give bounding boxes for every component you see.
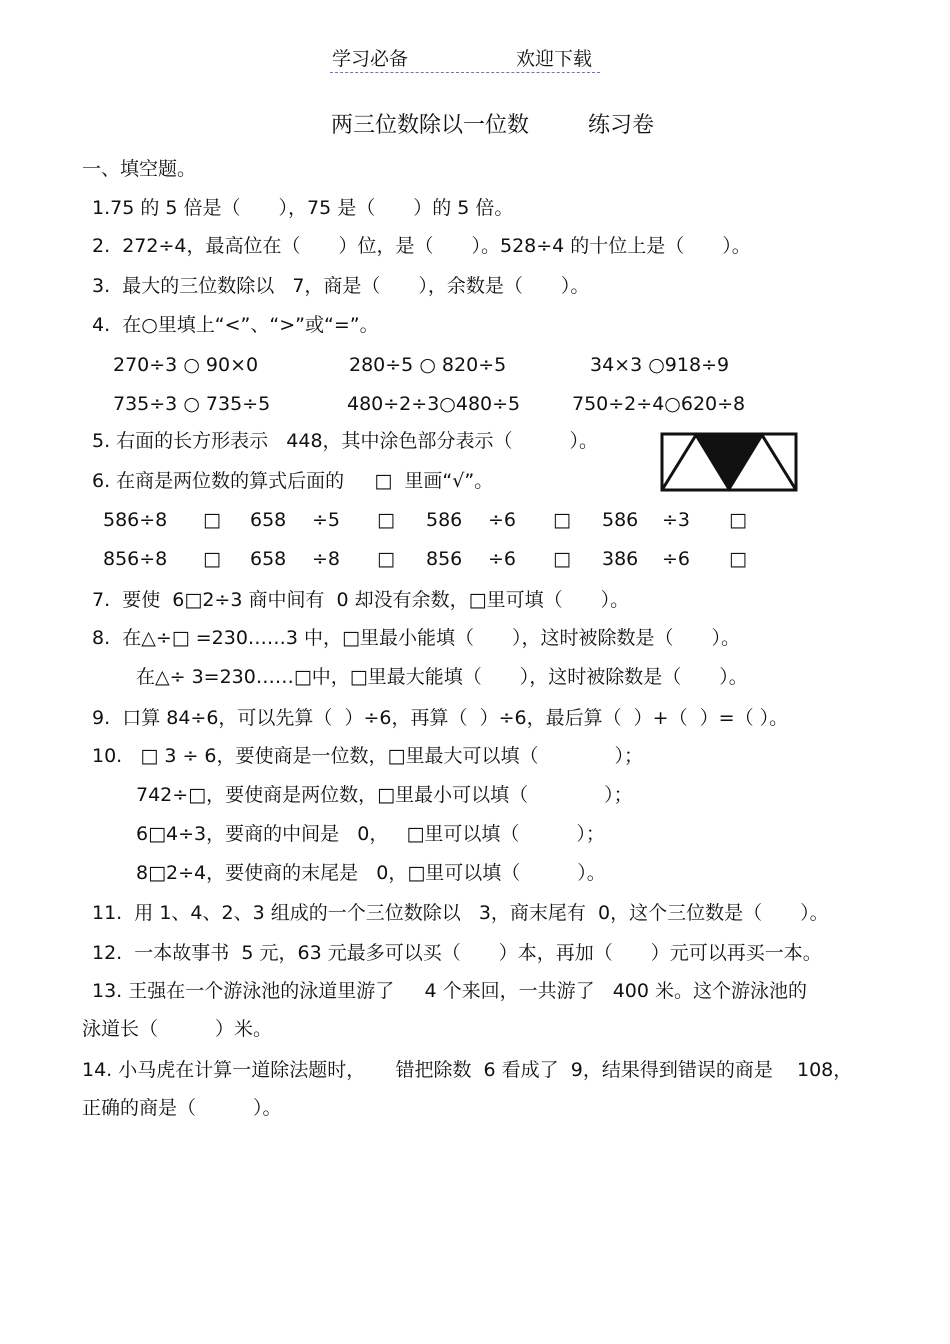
question-8-line-1: 8. 在△÷□ =230……3 中，□里最小能填（ ），这时被除数是（ ）。: [92, 627, 740, 649]
answer-checkbox[interactable]: □: [377, 548, 395, 570]
question-10-line-2: 742÷□，要使商是两位数，□里最小可以填（ ）；: [136, 784, 633, 806]
answer-checkbox[interactable]: □: [729, 509, 747, 531]
division-expression: 386: [602, 548, 639, 570]
answer-checkbox[interactable]: □: [377, 509, 395, 531]
division-expression: ÷6: [488, 509, 517, 531]
division-expression: ÷3: [662, 509, 691, 531]
division-expression: 586÷8: [103, 509, 168, 531]
question-3: 3. 最大的三位数除以 7，商是（ ），余数是（ ）。: [92, 275, 590, 297]
answer-checkbox[interactable]: □: [553, 548, 571, 570]
header-dashed-rule: [330, 72, 600, 73]
compare-item: 735÷3 ○ 735÷5: [113, 393, 271, 415]
division-expression: 856÷8: [103, 548, 168, 570]
header-right-text: 欢迎下载: [516, 48, 593, 70]
question-4-stem: 4. 在○里填上“<”、“>”或“=”。: [92, 314, 379, 336]
page-title-main: 两三位数除以一位数: [331, 113, 530, 138]
compare-item: 280÷5 ○ 820÷5: [349, 354, 507, 376]
question-6-stem: 6. 在商是两位数的算式后面的 □ 里画“√”。: [92, 470, 494, 492]
answer-checkbox[interactable]: □: [203, 509, 221, 531]
question-10-line-4: 8□2÷4，要使商的末尾是 0，□里可以填（ ）。: [136, 862, 606, 884]
question-12: 12. 一本故事书 5 元，63 元最多可以买（ ）本，再加（ ）元可以再买一本。: [92, 942, 822, 964]
question-9: 9. 口算 84÷6，可以先算（ ）÷6，再算（ ）÷6，最后算（ ）+（ ）=（ ）。: [92, 707, 789, 729]
question-14-line-1: 14. 小马虎在计算一道除法题时， 错把除数 6 看成了 9，结果得到错误的商是 108，: [82, 1059, 853, 1081]
answer-checkbox[interactable]: □: [203, 548, 221, 570]
question-8-line-2: 在△÷ 3=230……□中，□里最大能填（ ），这时被除数是（ ）。: [136, 666, 748, 688]
compare-item: 34×3 ○918÷9: [590, 354, 730, 376]
question-14-line-2: 正确的商是（ ）。: [82, 1097, 282, 1119]
division-expression: ÷5: [312, 509, 341, 531]
answer-checkbox[interactable]: □: [553, 509, 571, 531]
division-expression: 856: [426, 548, 463, 570]
compare-item: 270÷3 ○ 90×0: [113, 354, 259, 376]
question-10-line-1: 10. □ 3 ÷ 6，要使商是一位数，□里最大可以填（ ）；: [92, 745, 643, 767]
question-13-line-2: 泳道长（ ）米。: [82, 1018, 273, 1040]
question-5: 5. 右面的长方形表示 448，其中涂色部分表示（ ）。: [92, 430, 599, 452]
answer-checkbox[interactable]: □: [729, 548, 747, 570]
division-expression: ÷6: [662, 548, 691, 570]
shaded-rectangle-figure: [660, 432, 800, 494]
division-expression: 586: [602, 509, 639, 531]
question-1: 1.75 的 5 倍是（ ），75 是（ ）的 5 倍。: [92, 197, 514, 219]
question-10-line-3: 6□4÷3，要商的中间是 0， □里可以填（ ）；: [136, 823, 605, 845]
question-2: 2. 272÷4，最高位在（ ）位，是（ ）。528÷4 的十位上是（ ）。: [92, 235, 751, 257]
page-title-suffix: 练习卷: [588, 113, 655, 138]
question-13-line-1: 13. 王强在一个游泳池的泳道里游了 4 个来回，一共游了 400 米。这个游泳池的: [92, 980, 808, 1002]
division-expression: 658: [250, 509, 287, 531]
division-expression: ÷6: [488, 548, 517, 570]
division-expression: ÷8: [312, 548, 341, 570]
compare-item: 750÷2÷4○620÷8: [572, 393, 746, 415]
section-heading: 一、填空题。: [82, 158, 197, 180]
compare-item: 480÷2÷3○480÷5: [347, 393, 521, 415]
division-expression: 658: [250, 548, 287, 570]
question-11: 11. 用 1、4、2、3 组成的一个三位数除以 3，商末尾有 0，这个三位数是（ ）。: [92, 902, 829, 924]
division-expression: 586: [426, 509, 463, 531]
question-7: 7. 要使 6□2÷3 商中间有 0 却没有余数，□里可填（ ）。: [92, 589, 630, 611]
header-left-text: 学习必备: [332, 48, 409, 70]
